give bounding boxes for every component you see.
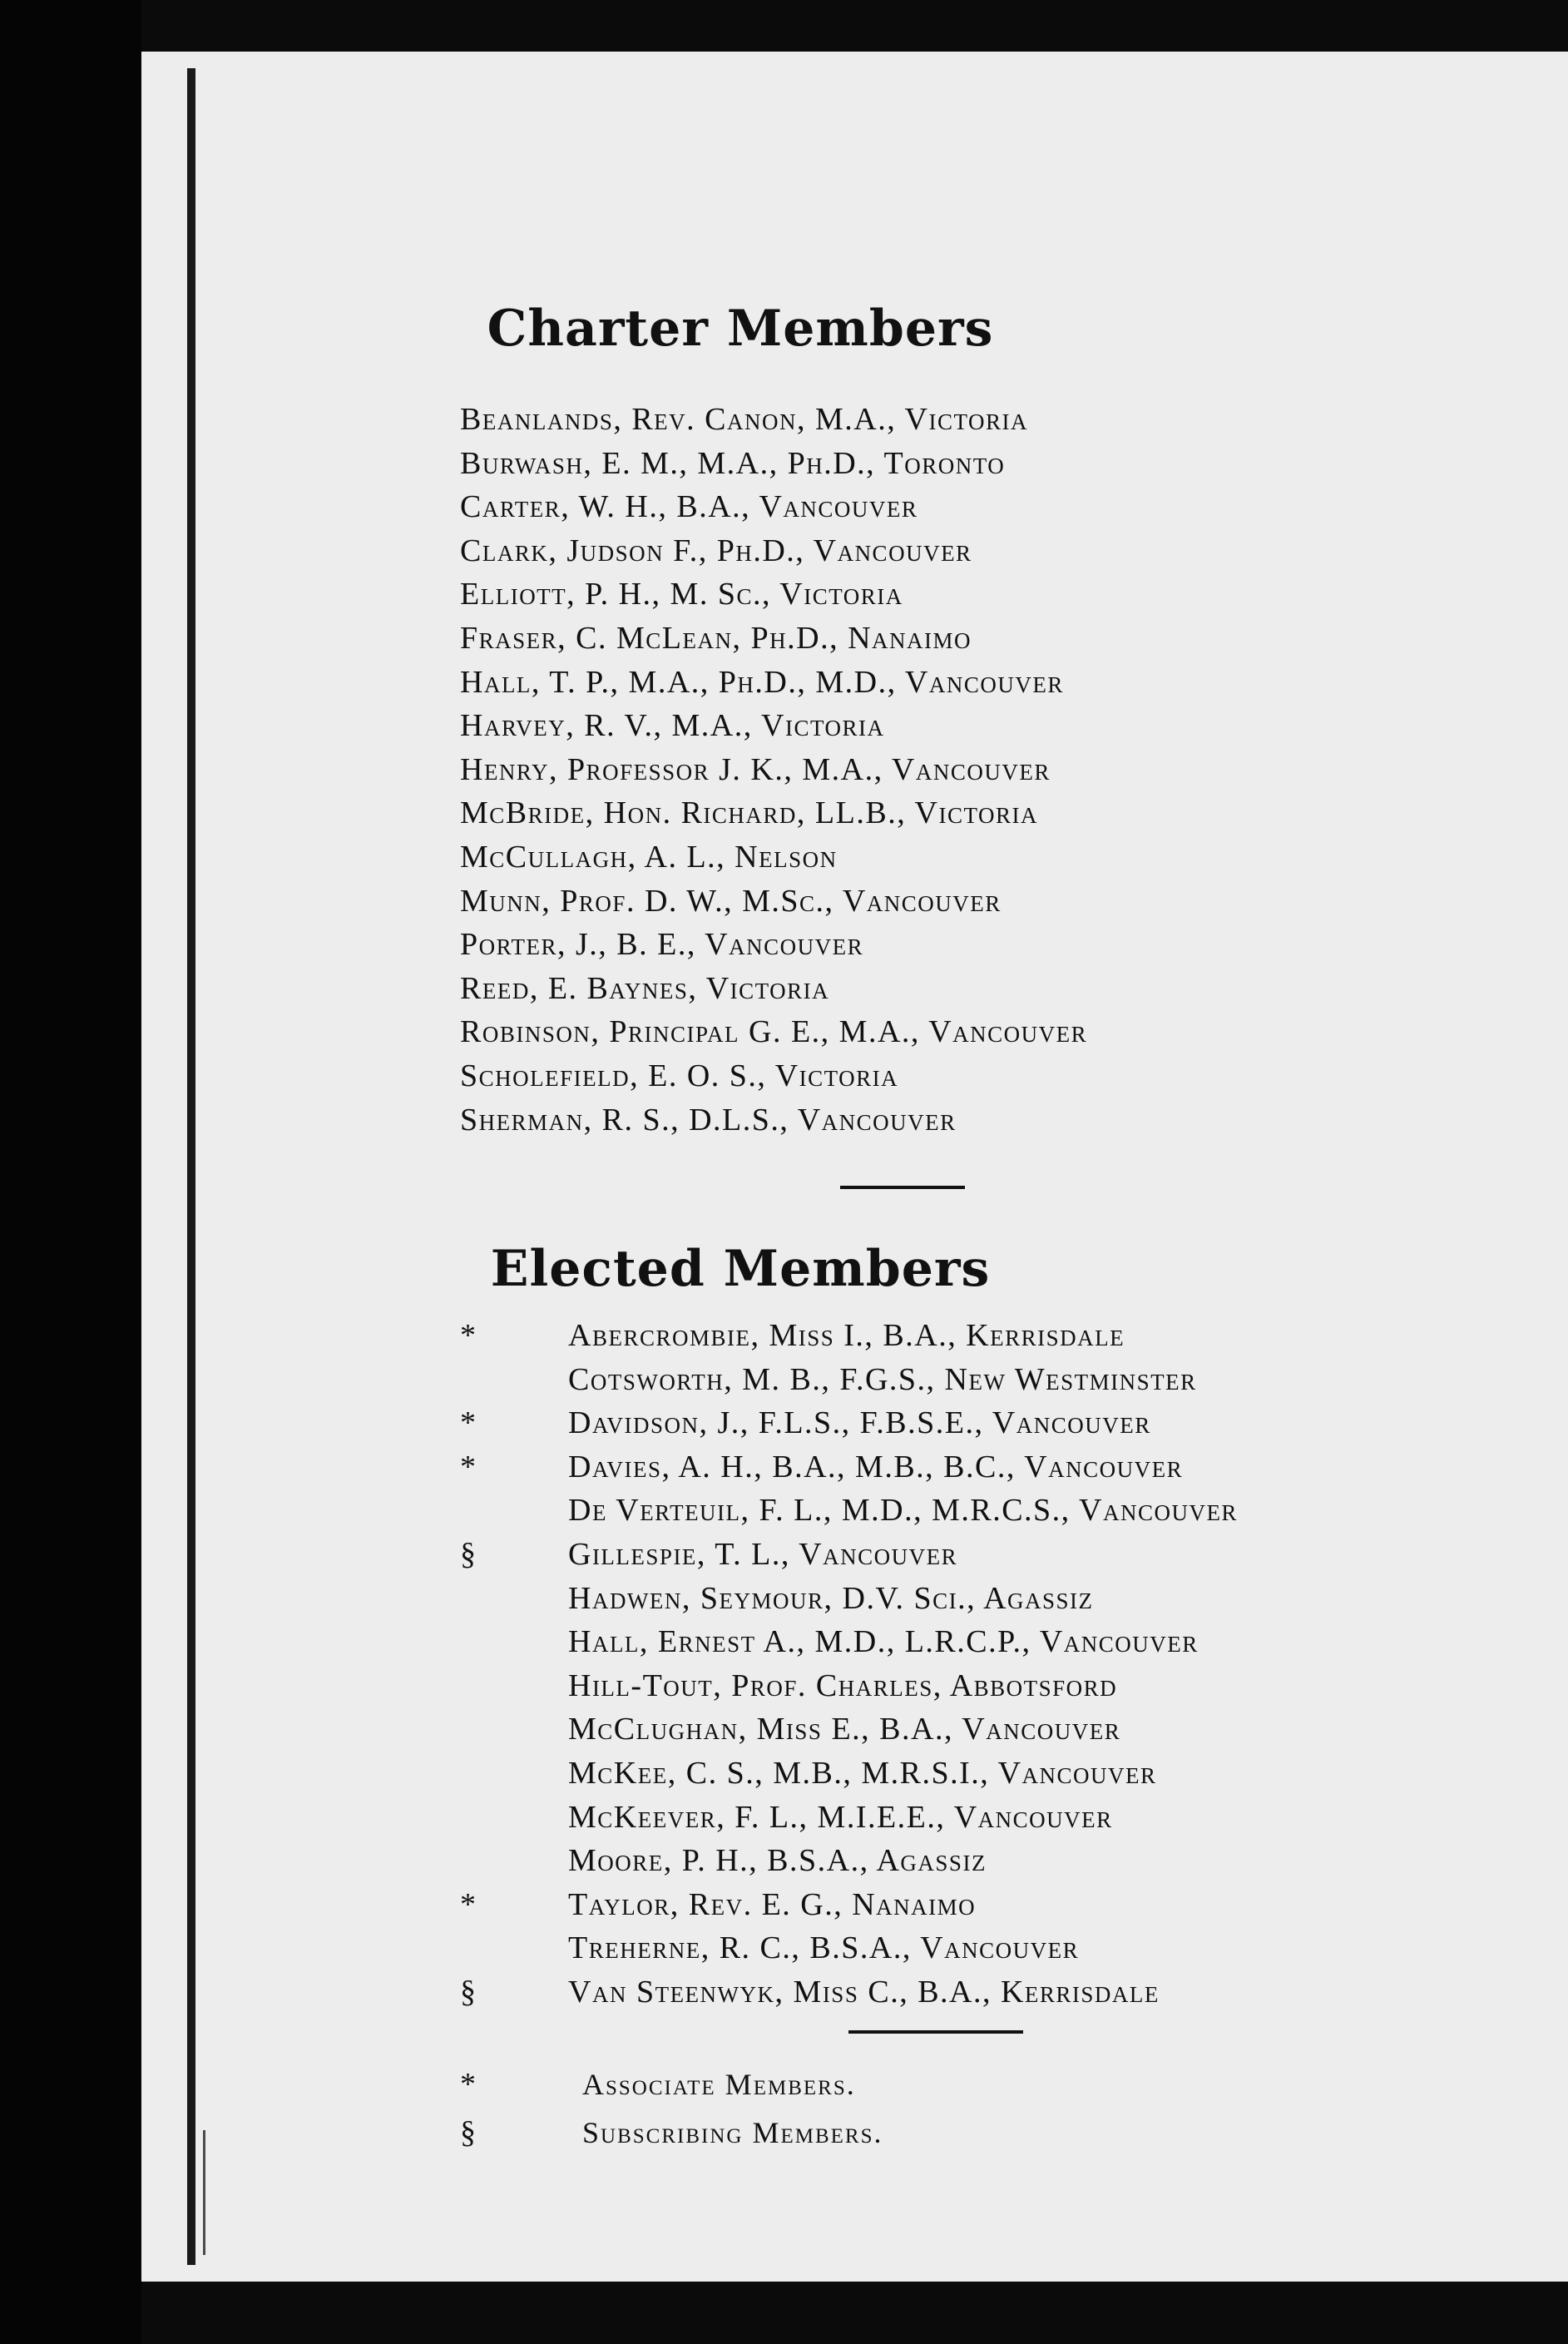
list-item: Reed, E. Baynes, Victoria [460,970,830,1006]
list-item [460,1620,1238,1664]
member-name: Treherne, R. C., B.S.A., Vancouver [568,1930,1080,1966]
list-item: Porter, J., B. E., Vancouver [460,927,864,963]
list-item: Hall, T. P., M.A., Ph.D., M.D., Vancouver [460,664,1064,700]
member-name: Davies, A. H., B.A., M.B., B.C., Vancouver [568,1449,1184,1484]
member-name: Davidson, J., F.L.S., F.B.S.E., Vancouver [568,1405,1151,1441]
list-item: Henry, Professor J. K., M.A., Vancouver [460,751,1051,787]
list-item: McCullagh, A. L., Nelson [460,839,838,875]
member-name: Hill-Tout, Prof. Charles, Abbotsford [568,1668,1118,1703]
member-type-mark: § [460,1536,477,1572]
list-item [460,1707,1238,1752]
page-binding-edge [187,68,195,2265]
member-name: McKee, C. S., M.B., M.R.S.I., Vancouver [568,1755,1157,1791]
member-type-mark: * [460,1318,477,1353]
list-item [460,1970,1238,2014]
list-item [460,1752,1238,1796]
legend-item [460,2060,883,2109]
list-item: Beanlands, Rev. Canon, M.A., Victoria [460,402,1029,437]
list-item [460,1664,1238,1708]
legend-item [460,2109,883,2157]
list-item: McBride, Hon. Richard, LL.B., Victoria [460,795,1038,831]
member-name: McKeever, F. L., M.I.E.E., Vancouver [568,1799,1113,1835]
list-item: Robinson, Principal G. E., M.A., Vancouver [460,1014,1088,1050]
list-item [460,1883,1238,1927]
list-item [460,1533,1238,1577]
member-name: Abercrombie, Miss I., B.A., Kerrisdale [568,1318,1125,1353]
list-item: Carter, W. H., B.A., Vancouver [460,489,918,525]
list-item: Fraser, C. McLean, Ph.D., Nanaimo [460,620,972,656]
legend-label: Associate Members. [582,2068,856,2101]
list-item: Scholefield, E. O. S., Victoria [460,1058,899,1093]
section-divider [848,2030,1023,2034]
list-item: Munn, Prof. D. W., M.Sc., Vancouver [460,883,1002,919]
list-item [460,1577,1238,1621]
legend-label: Subscribing Members. [582,2116,883,2149]
member-name: Van Steenwyk, Miss C., B.A., Kerrisdale [568,1974,1160,2009]
list-item: Clark, Judson F., Ph.D., Vancouver [460,533,972,568]
list-item [460,1358,1238,1402]
charter-members-heading: Charter Members [487,300,994,358]
member-type-mark: § [460,1974,477,2009]
member-name: Taylor, Rev. E. G., Nanaimo [568,1886,977,1922]
list-item: Harvey, R. V., M.A., Victoria [460,708,885,744]
legend-mark: § [460,2115,477,2150]
member-name: Gillespie, T. L., Vancouver [568,1536,958,1572]
page-binding-edge-secondary [203,2130,205,2255]
list-item: Elliott, P. H., M. Sc., Victoria [460,577,903,612]
list-item [460,1489,1238,1533]
legend-mark: * [460,2067,477,2102]
list-item: Sherman, R. S., D.L.S., Vancouver [460,1102,957,1137]
elected-members-heading: Elected Members [490,1240,991,1298]
list-item [460,1445,1238,1489]
member-type-mark: * [460,1886,477,1922]
member-name: Cotsworth, M. B., F.G.S., New Westminster [568,1361,1197,1397]
member-name: Hadwen, Seymour, D.V. Sci., Agassiz [568,1580,1094,1616]
list-item [460,1314,1238,1358]
member-name: McClughan, Miss E., B.A., Vancouver [568,1712,1121,1747]
member-type-mark: * [460,1405,477,1441]
list-item [460,1839,1238,1883]
member-name: Moore, P. H., B.S.A., Agassiz [568,1843,987,1879]
list-item [460,1796,1238,1840]
member-name: De Verteuil, F. L., M.D., M.R.C.S., Vancouver [568,1493,1238,1529]
charter-members-list [460,398,1087,1142]
member-name: Hall, Ernest A., M.D., L.R.C.P., Vancouver [568,1624,1199,1660]
elected-members-list [460,1314,1238,2014]
list-item [460,1926,1238,1970]
membership-legend [460,2060,883,2157]
member-type-mark: * [460,1449,477,1484]
list-item: Burwash, E. M., M.A., Ph.D., Toronto [460,445,1006,481]
list-item [460,1401,1238,1445]
section-divider [840,1186,965,1189]
